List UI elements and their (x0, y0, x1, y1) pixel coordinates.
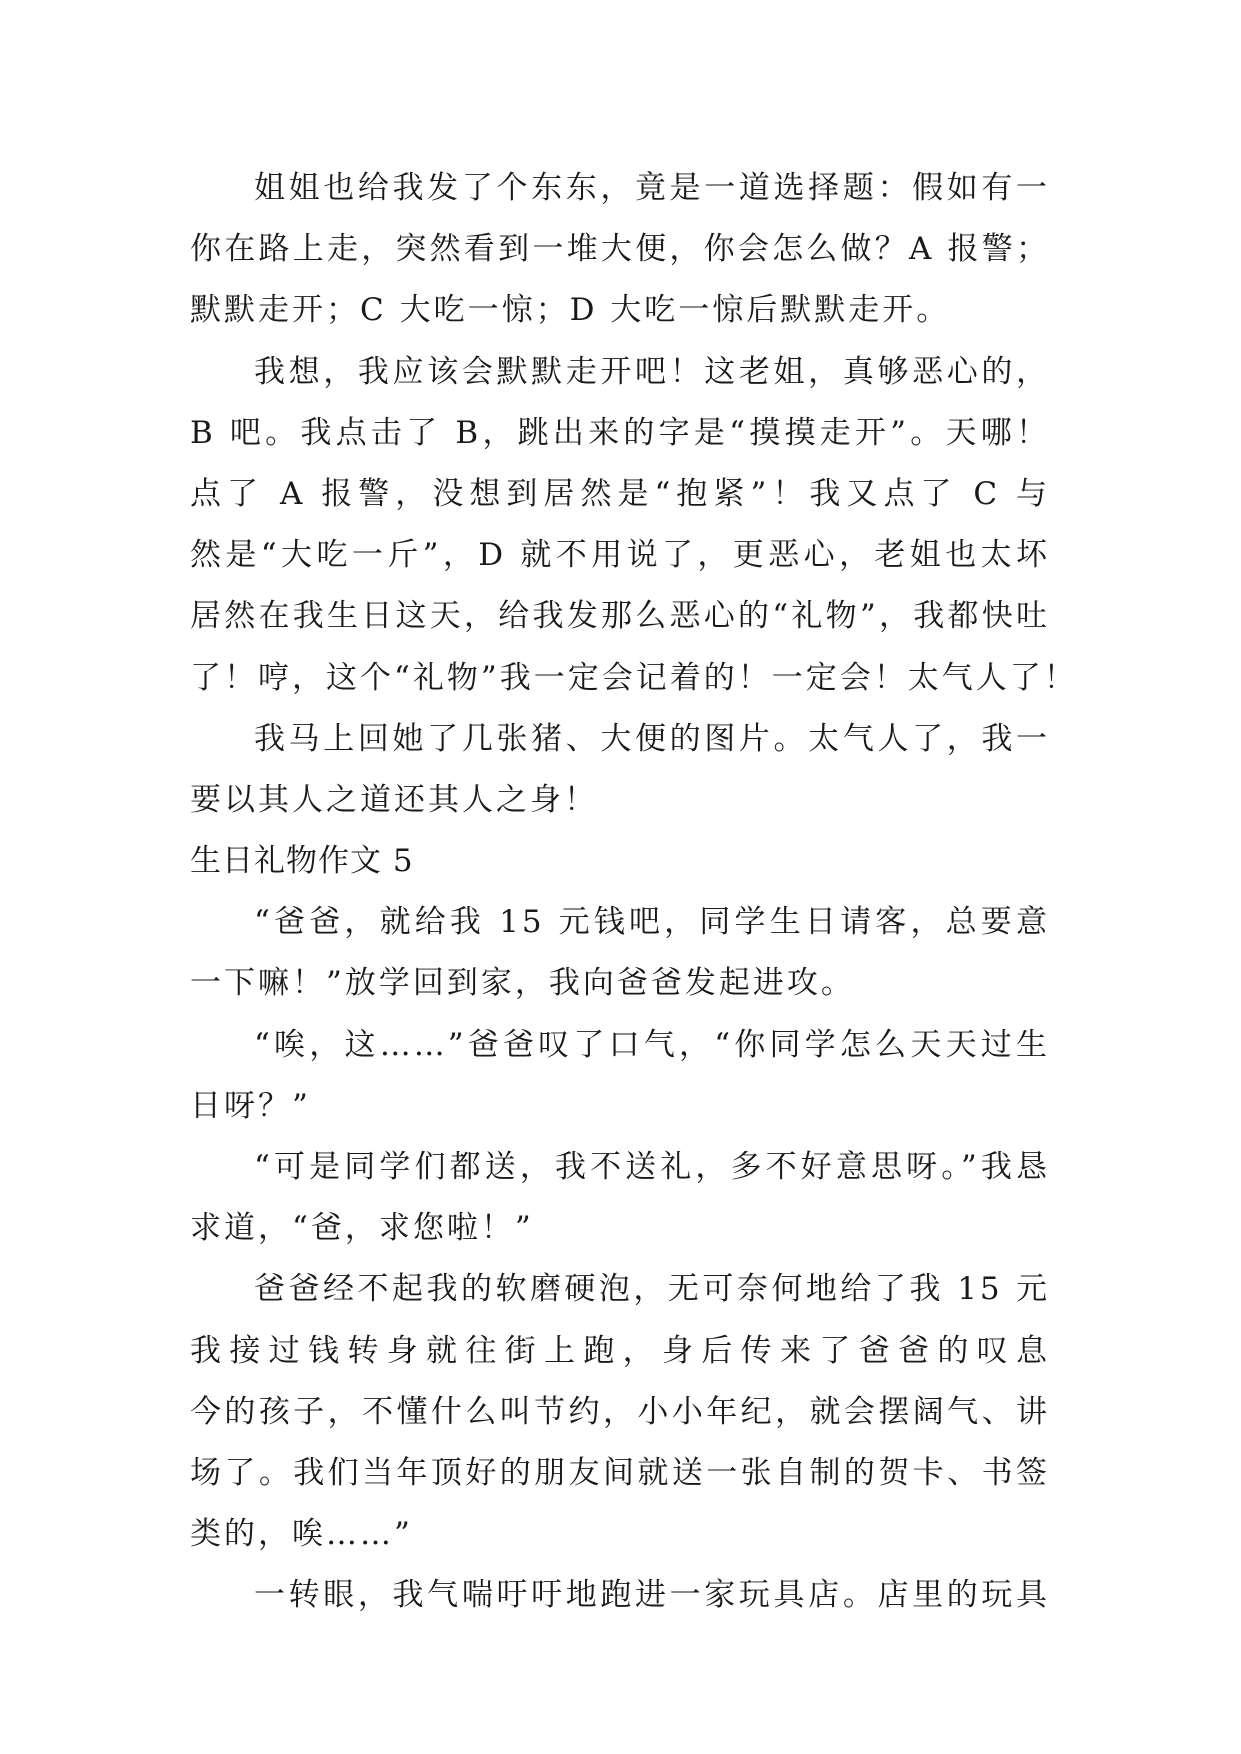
text-line: “可是同学们都送，我不送礼，多不好意思呀。”我恳 (254, 1149, 1050, 1185)
text-line: 日呀？” (190, 1087, 311, 1124)
text-line: 类的，唉……” (190, 1516, 413, 1553)
text-line: 求道，“爸，求您啦！” (190, 1210, 534, 1247)
text-line: 要以其人之道还其人之身！ (190, 781, 598, 818)
section-heading: 生日礼物作文 5 (190, 843, 414, 880)
text-line: “唉，这……”爸爸叹了口气，“你同学怎么天天过生 (254, 1026, 1050, 1063)
text-line: 默默走开；C 大吃一惊；D 大吃一惊后默默走开。 (190, 292, 951, 329)
document-body (190, 158, 1078, 1627)
text-line: 了！哼，这个“礼物”我一定会记着的！一定会！太气人了！ (190, 659, 1078, 696)
text-line: 然是“大吃一斤”，D 就不用说了，更恶心，老姐也太坏 (190, 537, 1050, 574)
text-line: B 吧。我点击了 B，跳出来的字是“摸摸走开”。天哪！ (190, 414, 1050, 451)
text-line: 姐姐也给我发了个东东，竟是一道选择题：假如有一 (254, 170, 1050, 206)
text-line: 你在路上走，突然看到一堆大便，你会怎么做？A 报警； (190, 231, 1050, 268)
text-line: 点了 A 报警，没想到居然是“抱紧”！我又点了 C 与 (190, 475, 1050, 512)
text-line: 我想，我应该会默默走开吧！这老姐，真够恶心的， (254, 353, 1050, 390)
text-line: 居然在我生日这天，给我发那么恶心的“礼物”，我都快吐 (190, 598, 1050, 635)
text-line: 我接过钱转身就往街上跑，身后传来了爸爸的叹息 (190, 1332, 1050, 1369)
text-line: 一转眼，我气喘吁吁地跑进一家玩具店。店里的玩具 (254, 1577, 1050, 1614)
text-line: 我马上回她了几张猪、大便的图片。太气人了，我一 (254, 720, 1050, 757)
text-line: “爸爸，就给我 15 元钱吧，同学生日请客，总要意 (254, 904, 1050, 941)
text-line: 一下嘛！”放学回到家，我向爸爸发起进攻。 (190, 965, 855, 1002)
text-line: 今的孩子，不懂什么叫节约，小小年纪，就会摆阔气、讲 (190, 1393, 1050, 1430)
text-line: 场了。我们当年顶好的朋友间就送一张自制的贺卡、书签 (190, 1454, 1050, 1491)
text-line: 爸爸经不起我的软磨硬泡，无可奈何地给了我 15 元 (254, 1271, 1050, 1308)
